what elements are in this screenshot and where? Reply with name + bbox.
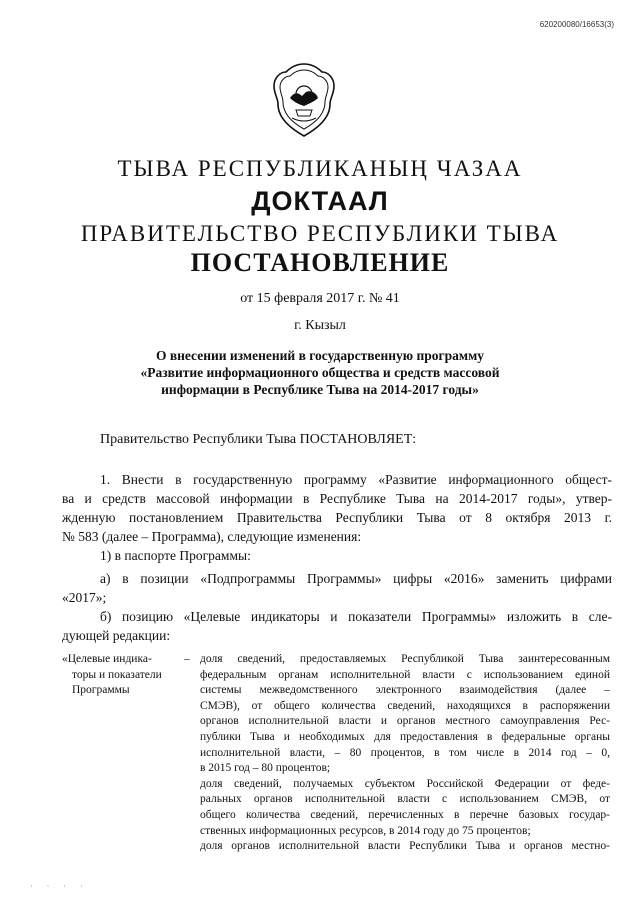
item-a [62, 569, 612, 607]
item-line: «2017»; [62, 590, 107, 605]
title-tuvan-government: ТЫВА РЕСПУБЛИКАНЫҢ ЧАЗАА [117, 156, 523, 181]
title-russian-government: ПРАВИТЕЛЬСТВО РЕСПУБЛИКИ ТЫВА [80, 221, 560, 246]
paragraph-line: 1. Внести в государственную программу «Развитие информационного общест- [100, 472, 612, 487]
table-label-line: Программы [72, 684, 130, 697]
item-line: а) в позиции «Подпрограммы Программы» цифры «2016» заменить цифрами [100, 571, 612, 586]
subject-line: «Развитие информационного общества и средств массовой [140, 365, 500, 380]
table-value-line: в 2015 год – 80 процентов; [200, 762, 331, 775]
table-value-line: исполнительной власти, – 80 процентов, в том числе в 2014 год – 0, [200, 746, 610, 759]
document-id: 620200080/16653(3) [539, 20, 614, 29]
item-line: б) позицию «Целевые индикаторы и показатели Программы» изложить в сле- [100, 609, 612, 624]
subject-line: информации в Республике Тыва на 2014-2017 годы» [161, 382, 479, 397]
resolution-city: г. Кызыл [294, 318, 346, 333]
item-1 [100, 546, 640, 565]
title-resolution: ПОСТАНОВЛЕНИЕ [190, 248, 450, 277]
table-value-line: общего количества сведений, перечисленных в перечне базовых государ- [200, 808, 610, 821]
resolve-clause [100, 430, 640, 449]
table-value-line: доля сведений, получаемых субъектом Российской Федерации от феде- [200, 777, 610, 790]
table-value-line: доля органов исполнительной власти Республики Тыва и органов местно- [200, 840, 610, 853]
table-label-cell [62, 652, 180, 699]
scan-specks: · · · · [30, 882, 89, 891]
paragraph-line: жденную постановлением Правительства Республики Тыва от 8 октября 2013 г. [62, 510, 612, 525]
table-dash: – [184, 653, 190, 665]
table-label-line: «Целевые индика- [62, 653, 152, 665]
table-value-line: публики Тыва и необходимых для предоставления в федеральные органы [200, 730, 610, 743]
item-line: 1) в паспорте Программы: [100, 548, 251, 563]
paragraph-line: ва и средств массовой информации в Республике Тыва на 2014-2017 годы», утвер- [62, 491, 612, 506]
table-value-line: СМЭВ), от общего количества сведений, находящихся в распоряжении [200, 699, 610, 712]
table-value-line: федеральным органам исполнительной власти с использованием единой [200, 668, 610, 681]
paragraph-line: № 583 (далее – Программа), следующие изменения: [62, 529, 362, 544]
table-value-line: органов исполнительной власти и органов местного самоуправления Рес- [200, 715, 610, 728]
coat-of-arms-emblem [272, 62, 336, 138]
item-b [62, 607, 612, 645]
resolution-date: от 15 февраля 2017 г. № 41 [240, 291, 400, 306]
resolve-text: Правительство Республики Тыва ПОСТАНОВЛЯЕТ: [100, 432, 417, 447]
table-value-line: ральных органов исполнительной власти с использованием СМЭВ, от [200, 793, 610, 806]
resolution-subject [0, 347, 640, 398]
table-value-line: системы межведомственного электронного взаимодействия (далее – [200, 684, 610, 697]
table-value-line: ственных информационных ресурсов, в 2014 году до 75 процентов; [200, 824, 531, 837]
table-value-cell [200, 652, 610, 855]
paragraph-1 [62, 470, 612, 546]
table-value-line: доля сведений, предоставляемых Республикой Тыва заинтересованным [200, 653, 610, 665]
title-tuvan-decree: ДОКТААЛ [251, 186, 389, 216]
subject-line: О внесении изменений в государственную программу [155, 348, 485, 363]
table-label-line: торы и показатели [72, 668, 162, 681]
item-line: дующей редакции: [62, 628, 171, 643]
